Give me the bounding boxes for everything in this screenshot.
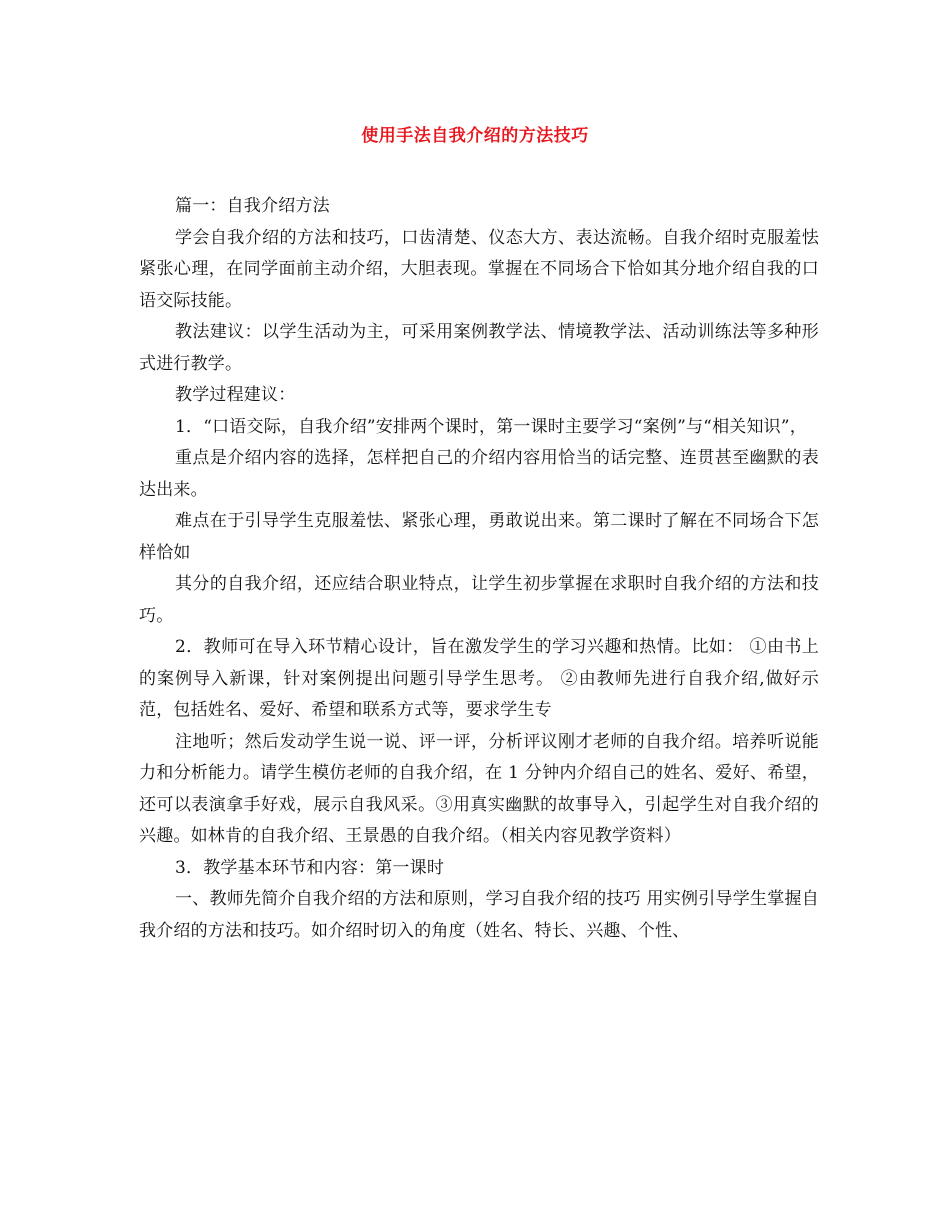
paragraph-8: 其分的自我介绍，还应结合职业特点，让学生初步掌握在求职时自我介绍的方法和技巧。 xyxy=(139,574,819,626)
document-body xyxy=(139,191,819,947)
paragraph-5: 1．“口语交际，自我介绍”安排两个课时，第一课时主要学习“案例”与“相关知识”， xyxy=(175,416,807,437)
document-title: 使用手法自我介绍的方法技巧 xyxy=(361,126,589,146)
paragraph-3: 教法建议：以学生活动为主，可采用案例教学法、情境教学法、活动训练法等多种形式进行教学。 xyxy=(139,322,819,374)
paragraph-6: 重点是介绍内容的选择，怎样把自己的介绍内容用恰当的话完整、连贯甚至幽默的表达出来。 xyxy=(139,448,819,500)
paragraph-4: 教学过程建议： xyxy=(175,385,296,405)
paragraph-10: 注地听；然后发动学生说一说、评一评，分析评议刚才老师的自我介绍。培养听说能力和分析能力。请学生模仿老师的自我介绍，在 1 分钟内介绍自己的姓名、爱好、希望，还可以表演拿手好戏，展示自我风采。③用真实幽默的故事导入，引起学生对自我介绍的兴趣。如林肯的自我介绍、王景愚的自我介绍。（相关内容见教学资料） xyxy=(139,731,819,846)
paragraph-12: 一、教师先简介自我介绍的方法和原则，学习自我介绍的技巧 用实例引导学生掌握自我介绍的方法和技巧。如介绍时切入的角度（姓名、特长、兴趣、个性、 xyxy=(139,889,819,941)
paragraph-11: 3．教学基本环节和内容：第一课时 xyxy=(175,857,445,878)
paragraph-2: 学会自我介绍的方法和技巧，口齿清楚、仪态大方、表达流畅。自我介绍时克服羞怯紧张心理，在同学面前主动介绍，大胆表现。掌握在不同场合下恰如其分地介绍自我的口语交际技能。 xyxy=(139,227,819,311)
paragraph-9: 2．教师可在导入环节精心设计，旨在激发学生的学习兴趣和热情。比如： ①由书上的案例导入新课，针对案例提出问题引导学生思考。 ②由教师先进行自我介绍,做好示范，包括姓名、爱好、希望和联系方式等，要求学生专 xyxy=(139,637,819,720)
paragraph-7: 难点在于引导学生克服羞怯、紧张心理，勇敢说出来。第二课时了解在不同场合下怎样恰如 xyxy=(139,511,819,563)
paragraph-1: 篇一：自我介绍方法 xyxy=(175,196,330,216)
